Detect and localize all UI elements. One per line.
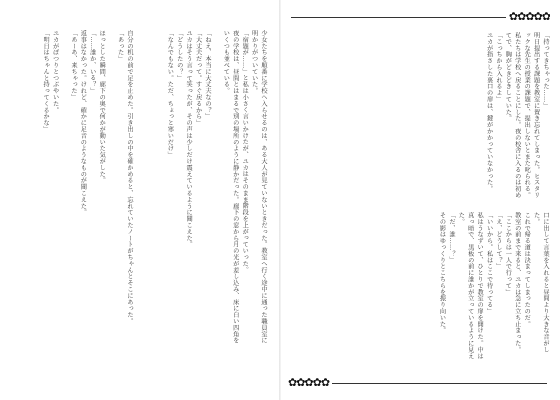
paragraph: 少女たちを順番に学校へ入らせるのは、ある大人が見ていないときだった。教室へ行く途中に通った職員室に明かりがついていた。 (250, 30, 267, 344)
paragraph: その影はゆっくりとこちらを振り向いた。 (438, 212, 446, 334)
dialogue-line: 「どうしたの？」 (175, 30, 183, 82)
left-page-text-block-2 (16, 30, 134, 346)
ornament-rule (332, 383, 547, 384)
paragraph: ユカはそう言って笑ったが、その声は少しだけ震えているように聞こえた。 (185, 30, 193, 248)
ornament-rule (291, 17, 506, 18)
footer-ornament-border (288, 374, 550, 392)
dialogue-line: 「いいから。私はここで待ってる」 (485, 212, 493, 315)
dialogue-line: 「……誰か、いる？」 (88, 30, 96, 94)
flower-ornament-icon: ✿✿✿✿✿ (288, 376, 330, 389)
dialogue-line: 「あった」 (116, 30, 124, 62)
right-page-text-block-1 (426, 32, 550, 204)
dialogue-line: 「だ、誰……？」 (447, 212, 455, 264)
dialogue-line: 「持ってきちゃった……」 (542, 32, 549, 109)
paragraph: 私たちは学校へ戻ることにした。夜の校舎に入るのは初めてで、胸がどきどきしていた。 (504, 32, 521, 199)
paragraph: 私はうなずいて、ひとりで教室の扉を開けた。中は真っ暗で、黒板の前に誰かが立っているように見えた。 (457, 212, 484, 360)
dialogue-line: 「大丈夫だって。すぐ戻るから」 (194, 30, 202, 126)
header-ornament-border (288, 8, 550, 26)
dialogue-line: 「あーあ、来ちゃった」 (69, 30, 77, 101)
paragraph: ユカが指さした裏口の扉は、鍵がかかっていなかった。 (485, 32, 493, 192)
paragraph: 自分の机の前で足を止めた。引き出しの中を確かめると、忘れていたノートがちゃんとそこにあった。 (126, 30, 133, 325)
dialogue-line: 「明日はちゃんと持ってくるかな」 (42, 30, 50, 133)
paragraph: 夜の学校は、昼間とはまるで別の場所のように静かだった。廊下の窓から月の光が差し込み、床に白い四角をいくつも並べている。 (222, 30, 239, 344)
dialogue-line: 「え、どうして？」 (494, 212, 502, 270)
paragraph: ほっとした瞬間、廊下の奥で何かが動いた気がした。 (98, 30, 106, 184)
paragraph: 明日提出する課題を教室に置き忘れてしまった。ヒスタリックな先生の授業の課題で、提出しないとまた叱られる。 (523, 32, 540, 199)
paragraph: 「宿題が……」と私は小さく言いかけたが、ユカはそのまま階段を上がっていった。 (241, 30, 249, 274)
dialogue-line: 「ここからは一人で行って」 (504, 212, 512, 296)
paragraph: 教室の前まで来ると、ユカは急に立ち止まった。 (513, 212, 521, 353)
paragraph: 返事はなかった。けれど、確かに足音のようなものが聞こえた。 (79, 30, 87, 216)
flower-ornament-icon: ✿✿✿✿✿ (508, 10, 550, 23)
dialogue-line: 「なんでもない。ただ、ちょっと寒いだけ」 (166, 30, 174, 158)
left-page-text-block-1 (142, 30, 268, 346)
right-page-text-block-2 (426, 212, 550, 364)
paragraph: これで帰る道は決まってしまったのだ。 (523, 212, 531, 328)
right-page (280, 0, 560, 400)
paragraph: 口に出して言葉を入れると昼間より大きな音がした。 (532, 212, 549, 353)
paragraph: ユカがぽつりとつぶやいた。 (51, 30, 59, 114)
dialogue-line: 「ねえ、本当に大丈夫なの？」 (203, 30, 211, 120)
dialogue-line: 「こっちから入れるよ」 (494, 32, 502, 103)
